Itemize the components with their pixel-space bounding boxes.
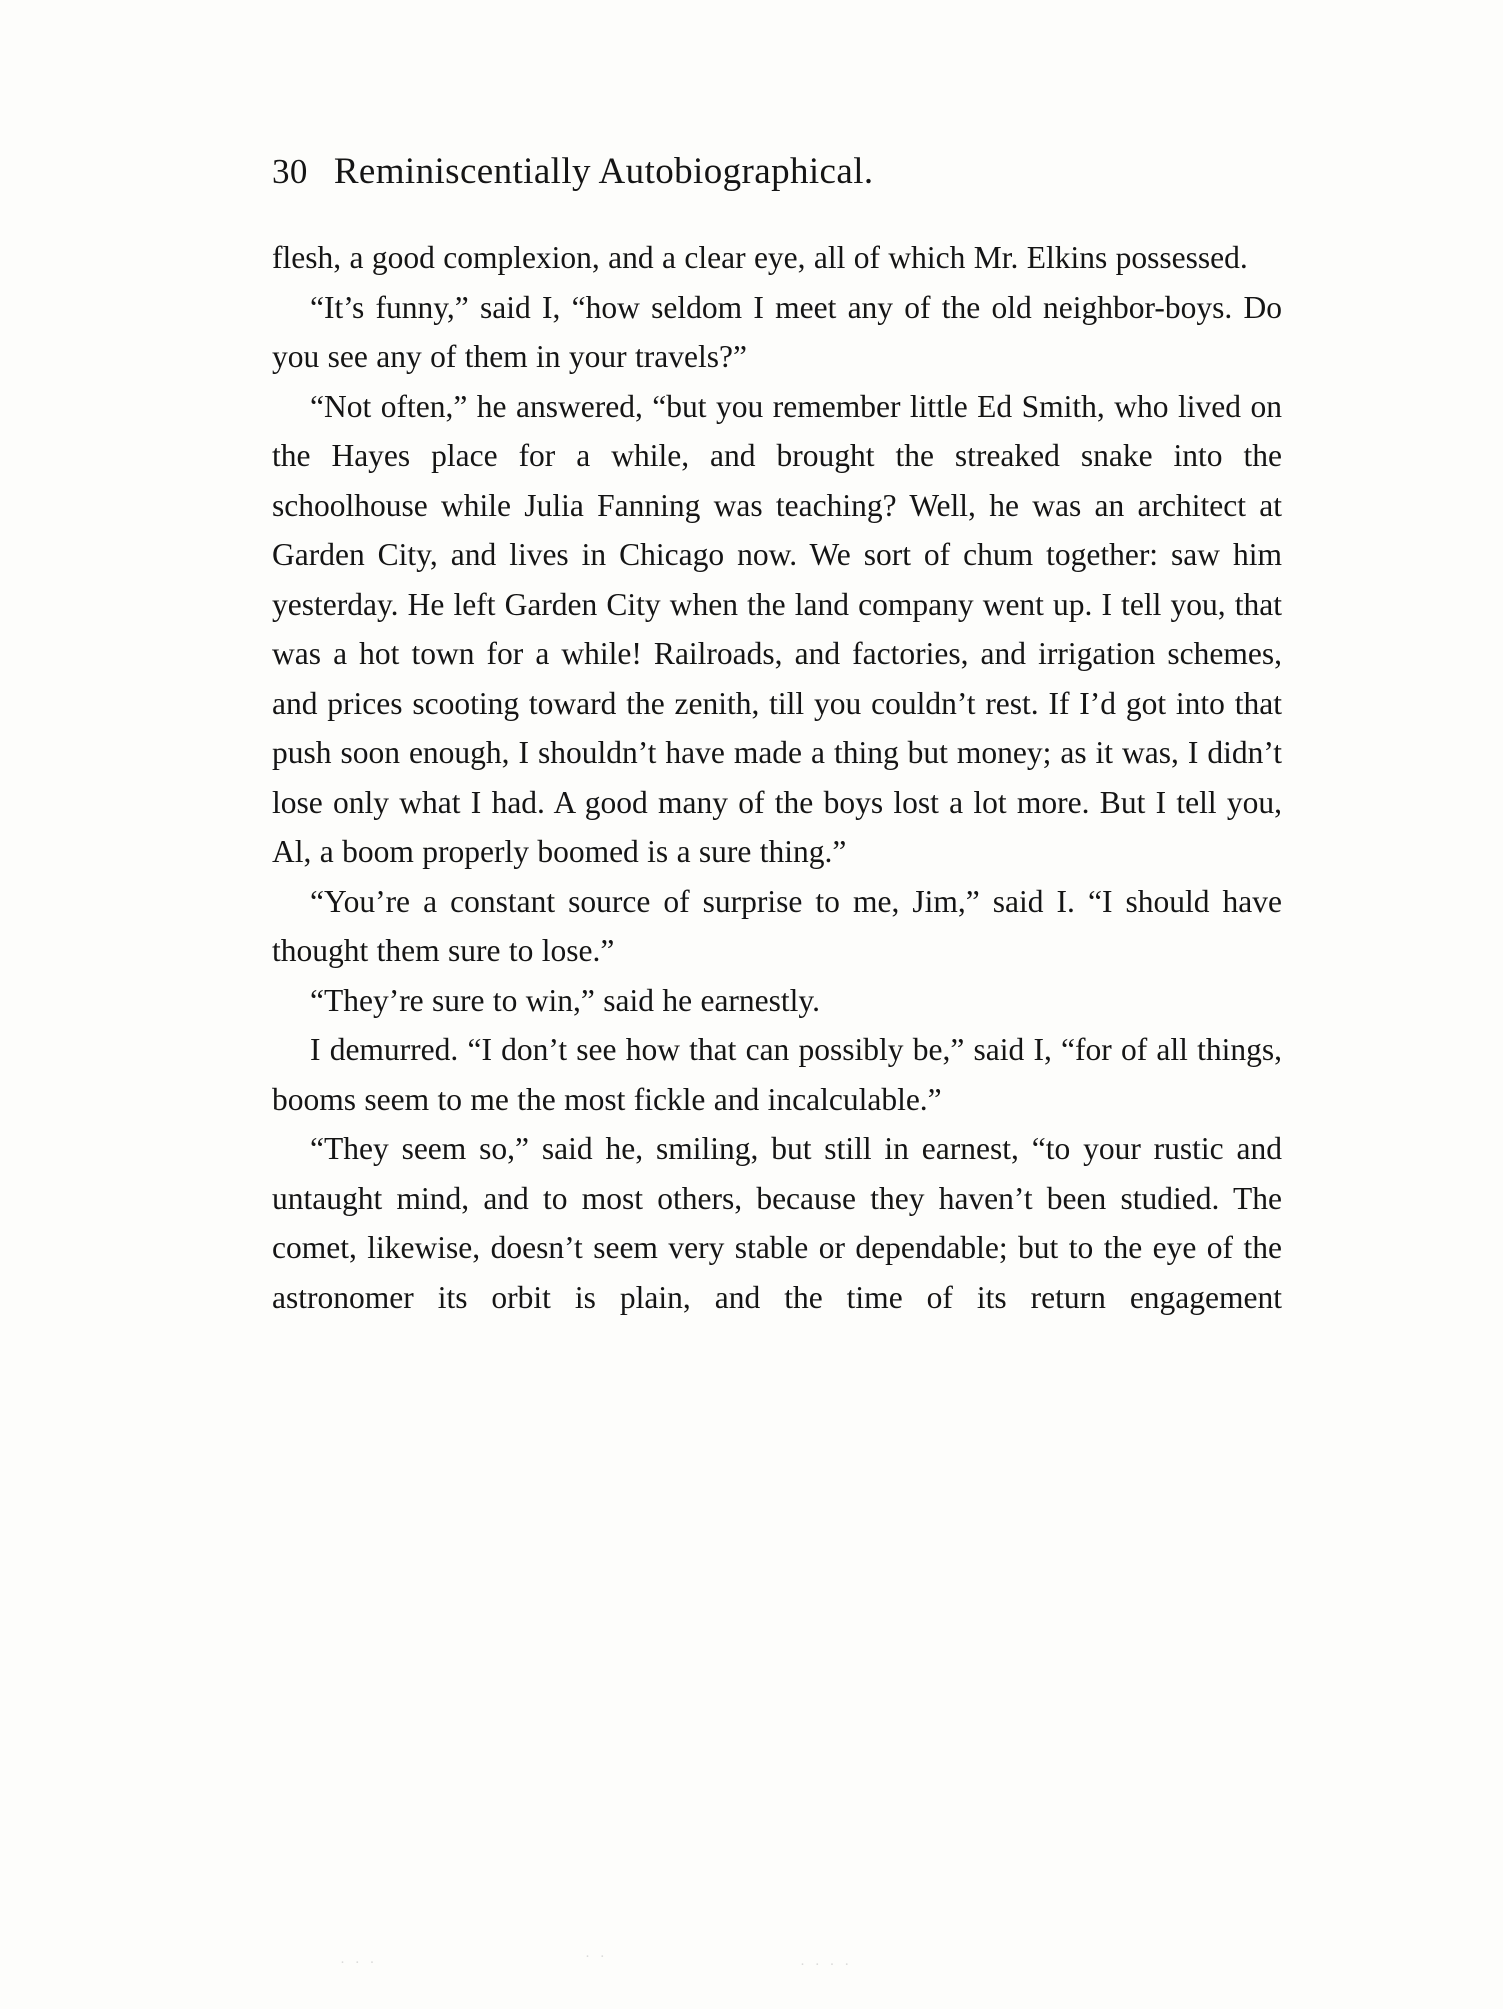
running-head: [272, 150, 1282, 193]
paragraph: “You’re a constant source of surprise to me, Jim,” said I. “I should have thought them sure to lose.”: [272, 883, 1282, 968]
page-text-block: [272, 150, 1282, 1322]
bottom-mark: · · · ·: [800, 1957, 853, 1973]
page-bottom-marks: [0, 1947, 1503, 1987]
bottom-mark: · ·: [585, 1949, 608, 1965]
paragraph: flesh, a good complexion, and a clear eye, all of which Mr. Elkins possessed.: [272, 240, 1248, 275]
paragraph: “They’re sure to win,” said he earnestly.: [310, 982, 820, 1018]
paragraph: I demurred. “I don’t see how that can possibly be,” said I, “for of all things, booms seem to me the most fickle and incalculable.”: [272, 1032, 1282, 1117]
paragraph: “They seem so,” said he, smiling, but still in earnest, “to your rustic and untaught mind, and to most others, because they haven’t been studied. The comet, likewise, doesn’t seem very stable or dependable; but to the eye of the astronomer its orbit is plain, and the time of its return engagement: [272, 1131, 1282, 1315]
page-number: 30: [272, 152, 308, 191]
paragraph: “It’s funny,” said I, “how seldom I meet any of the old neighbor-boys. Do you see any of them in your travels?”: [272, 289, 1282, 374]
paragraph: “Not often,” he answered, “but you remember little Ed Smith, who lived on the Hayes place for a while, and brought the streaked snake into the schoolhouse while Julia Fanning was teaching? Well, he was an architect at Garden City, and lives in Chicago now. We sort of chum together: saw him yesterday. He left Garden City when the land company went up. I tell you, that was a hot town for a while! Railroads, and factories, and irrigation schemes, and prices scooting toward the zenith, till you couldn’t rest. If I’d got into that push soon enough, I shouldn’t have made a thing but money; as it was, I didn’t lose only what I had. A good many of the boys lost a lot more. But I tell you, Al, a boom properly boomed is a sure thing.”: [272, 388, 1282, 869]
running-head-title: Reminiscentially Autobiographical.: [333, 151, 874, 192]
bottom-mark: · · ·: [340, 1955, 378, 1971]
